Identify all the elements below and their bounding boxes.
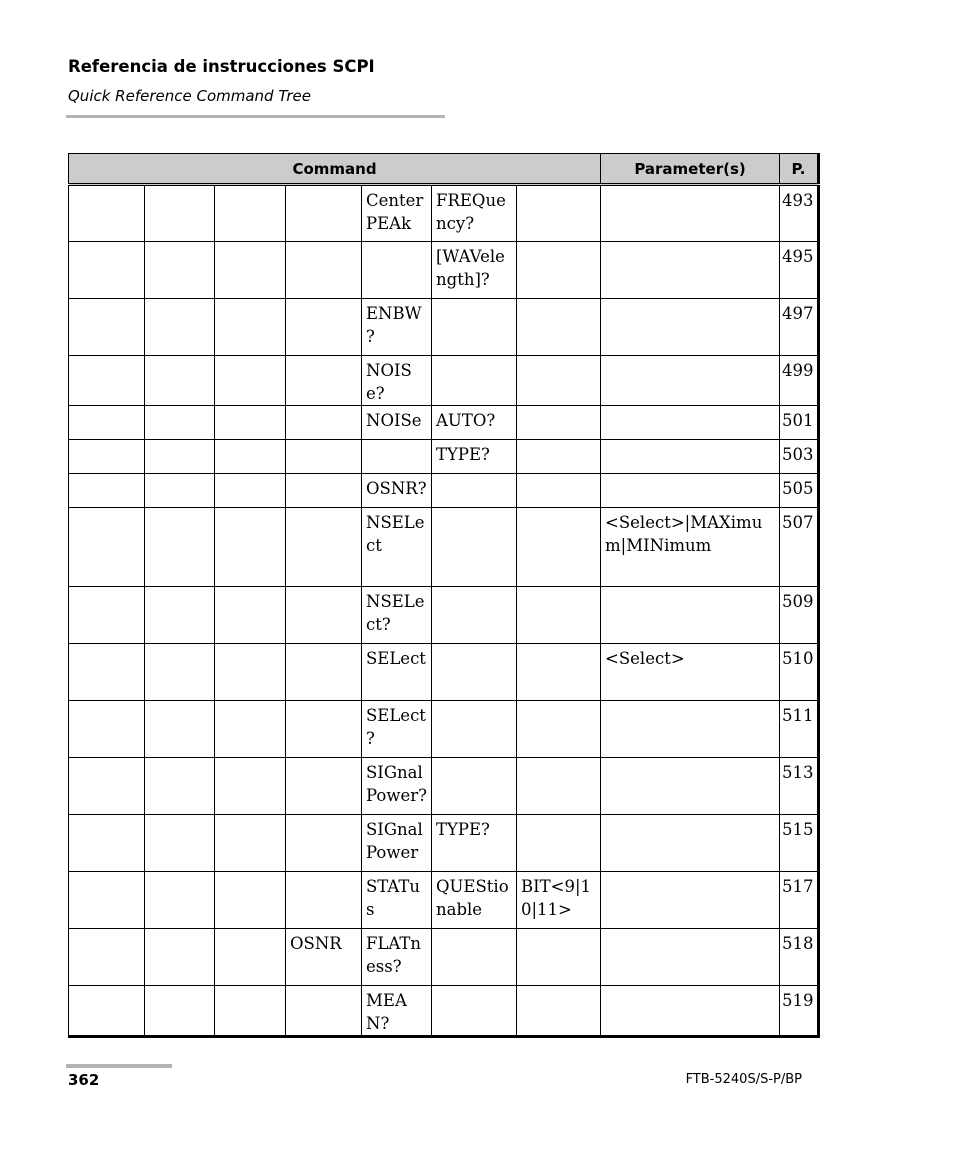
page-ref-cell: 519 — [780, 986, 819, 1037]
command-cell: OSNR — [286, 929, 362, 986]
page-ref-cell: 501 — [780, 406, 819, 440]
command-cell: SIGnal Power — [362, 815, 432, 872]
page-ref-cell: 513 — [780, 758, 819, 815]
command-cell — [215, 815, 286, 872]
command-cell — [286, 474, 362, 508]
parameter-cell — [601, 474, 780, 508]
page-number: 362 — [68, 1071, 100, 1089]
table-header-row — [69, 154, 819, 185]
command-cell — [69, 986, 145, 1037]
table-row — [69, 508, 819, 587]
command-cell — [69, 815, 145, 872]
command-cell — [517, 406, 601, 440]
command-cell — [215, 474, 286, 508]
page-ref-cell: 495 — [780, 242, 819, 299]
command-cell: FLATn ess? — [362, 929, 432, 986]
page-ref-cell: 505 — [780, 474, 819, 508]
command-cell: FREQue ncy? — [432, 185, 517, 242]
parameter-cell — [601, 758, 780, 815]
command-cell — [286, 356, 362, 406]
command-cell — [517, 758, 601, 815]
page-ref-cell: 511 — [780, 701, 819, 758]
command-cell — [286, 986, 362, 1037]
command-cell: NOISe? — [362, 356, 432, 406]
table-row — [69, 440, 819, 474]
command-cell — [286, 872, 362, 929]
command-cell — [517, 474, 601, 508]
page-ref-cell: 503 — [780, 440, 819, 474]
parameter-cell — [601, 929, 780, 986]
command-cell — [517, 701, 601, 758]
command-cell — [145, 758, 215, 815]
parameter-cell — [601, 299, 780, 356]
command-cell — [517, 299, 601, 356]
table-row — [69, 872, 819, 929]
command-cell — [517, 587, 601, 644]
command-cell — [215, 701, 286, 758]
command-cell — [286, 299, 362, 356]
page-ref-cell: 518 — [780, 929, 819, 986]
product-name: FTB-5240S/S-P/BP — [685, 1072, 802, 1087]
column-header-parameters: Parameter(s) — [601, 154, 780, 185]
page-ref-cell: 515 — [780, 815, 819, 872]
command-cell — [215, 242, 286, 299]
table-row — [69, 474, 819, 508]
parameter-cell — [601, 406, 780, 440]
table-row — [69, 815, 819, 872]
parameter-cell — [601, 587, 780, 644]
command-cell — [517, 644, 601, 701]
command-cell: SIGnal Power? — [362, 758, 432, 815]
command-cell — [145, 929, 215, 986]
parameter-cell — [601, 701, 780, 758]
command-cell — [215, 872, 286, 929]
command-cell — [517, 508, 601, 587]
table-row — [69, 986, 819, 1037]
command-cell — [145, 587, 215, 644]
command-cell: NOISe — [362, 406, 432, 440]
page-ref-cell: 507 — [780, 508, 819, 587]
command-cell — [215, 644, 286, 701]
command-cell — [69, 185, 145, 242]
command-cell — [517, 356, 601, 406]
command-cell — [215, 440, 286, 474]
command-cell: MEAN? — [362, 986, 432, 1037]
command-cell — [432, 644, 517, 701]
command-cell — [286, 440, 362, 474]
parameter-cell — [601, 440, 780, 474]
command-cell — [69, 701, 145, 758]
command-cell — [69, 474, 145, 508]
column-header-command: Command — [69, 154, 601, 185]
page-ref-cell: 510 — [780, 644, 819, 701]
command-cell — [286, 644, 362, 701]
command-cell — [517, 440, 601, 474]
command-cell — [215, 185, 286, 242]
command-cell — [215, 356, 286, 406]
command-cell: STATus — [362, 872, 432, 929]
command-cell — [286, 406, 362, 440]
command-cell — [145, 242, 215, 299]
command-cell — [432, 299, 517, 356]
command-cell: BIT<9|1 0|11> — [517, 872, 601, 929]
page-ref-cell: 493 — [780, 185, 819, 242]
command-cell — [286, 587, 362, 644]
command-cell — [286, 758, 362, 815]
command-cell: SELect — [362, 644, 432, 701]
command-cell — [69, 299, 145, 356]
table-row — [69, 587, 819, 644]
command-cell — [145, 701, 215, 758]
command-cell — [69, 440, 145, 474]
command-cell — [145, 508, 215, 587]
command-cell: NSELe ct? — [362, 587, 432, 644]
parameter-cell: <Select> — [601, 644, 780, 701]
parameter-cell — [601, 185, 780, 242]
table-row — [69, 299, 819, 356]
command-cell — [517, 815, 601, 872]
command-cell — [69, 872, 145, 929]
header-divider — [66, 115, 445, 118]
command-cell — [286, 508, 362, 587]
command-cell — [145, 644, 215, 701]
command-cell — [432, 929, 517, 986]
command-cell — [432, 356, 517, 406]
command-cell: ENBW ? — [362, 299, 432, 356]
command-cell — [286, 242, 362, 299]
column-header-page: P. — [780, 154, 819, 185]
command-cell — [286, 701, 362, 758]
command-cell — [145, 299, 215, 356]
parameter-cell — [601, 242, 780, 299]
command-cell: TYPE? — [432, 815, 517, 872]
page-ref-cell: 497 — [780, 299, 819, 356]
parameter-cell — [601, 356, 780, 406]
command-cell — [215, 587, 286, 644]
command-cell — [145, 356, 215, 406]
command-cell: AUTO? — [432, 406, 517, 440]
table-row — [69, 758, 819, 815]
command-cell — [362, 440, 432, 474]
parameter-cell — [601, 815, 780, 872]
command-cell — [145, 986, 215, 1037]
table-row — [69, 644, 819, 701]
command-cell — [517, 929, 601, 986]
command-cell — [69, 406, 145, 440]
command-cell — [517, 185, 601, 242]
command-cell — [432, 474, 517, 508]
command-tree-table — [68, 153, 820, 1038]
page-ref-cell: 517 — [780, 872, 819, 929]
section-title: Referencia de instrucciones SCPI — [68, 57, 375, 76]
command-cell — [432, 701, 517, 758]
footer-divider — [66, 1064, 172, 1068]
command-cell — [69, 758, 145, 815]
command-cell — [145, 474, 215, 508]
command-cell — [145, 440, 215, 474]
command-cell — [145, 185, 215, 242]
command-cell — [145, 406, 215, 440]
table-row — [69, 185, 819, 242]
parameter-cell: <Select>|MAXimu m|MINimum — [601, 508, 780, 587]
command-cell — [517, 242, 601, 299]
command-cell — [145, 815, 215, 872]
command-cell: OSNR? — [362, 474, 432, 508]
command-cell — [215, 929, 286, 986]
command-cell — [215, 508, 286, 587]
command-cell — [286, 815, 362, 872]
command-cell: [WAVele ngth]? — [432, 242, 517, 299]
command-cell: QUEStio nable — [432, 872, 517, 929]
table-row — [69, 701, 819, 758]
command-cell: TYPE? — [432, 440, 517, 474]
command-cell — [69, 929, 145, 986]
command-cell — [215, 758, 286, 815]
command-cell — [215, 986, 286, 1037]
command-cell — [69, 242, 145, 299]
table-row — [69, 356, 819, 406]
command-cell — [432, 587, 517, 644]
command-cell — [69, 644, 145, 701]
command-cell — [69, 508, 145, 587]
command-cell — [215, 299, 286, 356]
command-cell — [69, 587, 145, 644]
command-cell — [215, 406, 286, 440]
command-cell — [432, 508, 517, 587]
command-cell — [69, 356, 145, 406]
command-cell: NSELe ct — [362, 508, 432, 587]
command-cell — [432, 758, 517, 815]
page-ref-cell: 499 — [780, 356, 819, 406]
command-cell: SELect ? — [362, 701, 432, 758]
page-ref-cell: 509 — [780, 587, 819, 644]
command-cell: Center PEAk — [362, 185, 432, 242]
command-cell — [517, 986, 601, 1037]
command-cell — [145, 872, 215, 929]
command-cell — [362, 242, 432, 299]
parameter-cell — [601, 872, 780, 929]
command-cell — [432, 986, 517, 1037]
table-row — [69, 242, 819, 299]
parameter-cell — [601, 986, 780, 1037]
command-cell — [286, 185, 362, 242]
table-row — [69, 929, 819, 986]
section-subtitle: Quick Reference Command Tree — [68, 87, 311, 105]
table-row — [69, 406, 819, 440]
